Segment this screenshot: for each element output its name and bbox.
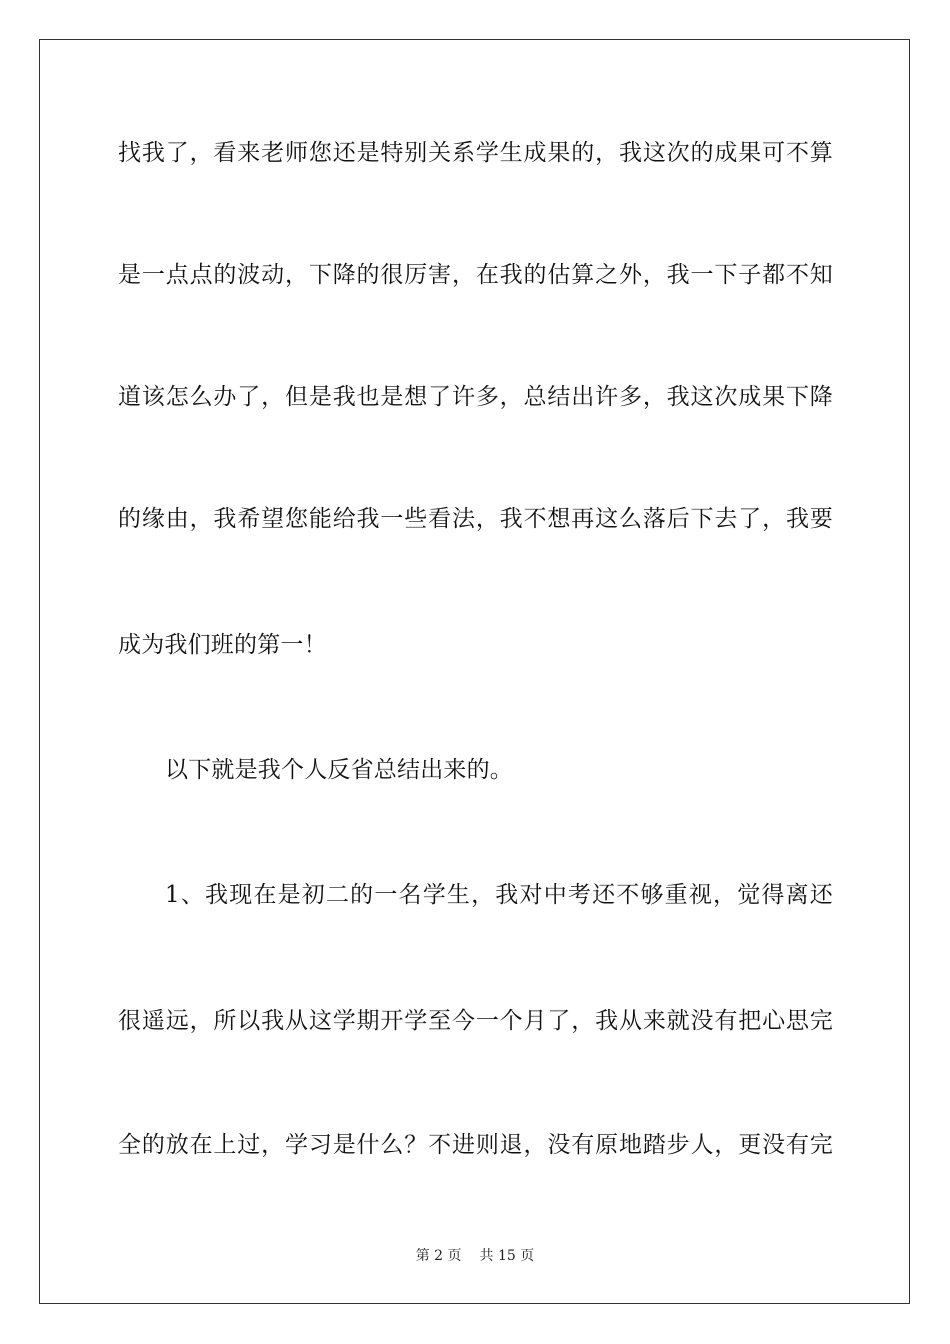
total-pages: 共 15 页 bbox=[479, 1248, 535, 1264]
text-line-2: 是一点点的波动，下降的很厉害，在我的估算之外，我一下子都不知 bbox=[118, 262, 833, 288]
text-line-3: 道该怎么办了，但是我也是想了许多，总结出许多，我这次成果下降 bbox=[118, 384, 833, 410]
text-line-8: 很遥远，所以我从这学期开学至今一个月了，我从来就没有把心思完 bbox=[118, 1008, 833, 1034]
page-footer bbox=[0, 1247, 950, 1265]
page-number: 第 2 页 bbox=[415, 1248, 462, 1264]
page-border bbox=[39, 39, 910, 1304]
text-line-1: 找我了，看来老师您还是特别关系学生成果的，我这次的成果可不算 bbox=[118, 140, 833, 166]
text-line-4: 的缘由，我希望您能给我一些看法，我不想再这么落后下去了，我要 bbox=[118, 506, 833, 532]
text-line-9: 全的放在上过，学习是什么？不进则退，没有原地踏步人，更没有完 bbox=[118, 1132, 833, 1158]
text-line-5: 成为我们班的第一！ bbox=[118, 632, 327, 658]
text-line-7: 1、我现在是初二的一名学生，我对中考还不够重视，觉得离还 bbox=[165, 882, 833, 908]
text-line-6: 以下就是我个人反省总结出来的。 bbox=[165, 757, 513, 783]
